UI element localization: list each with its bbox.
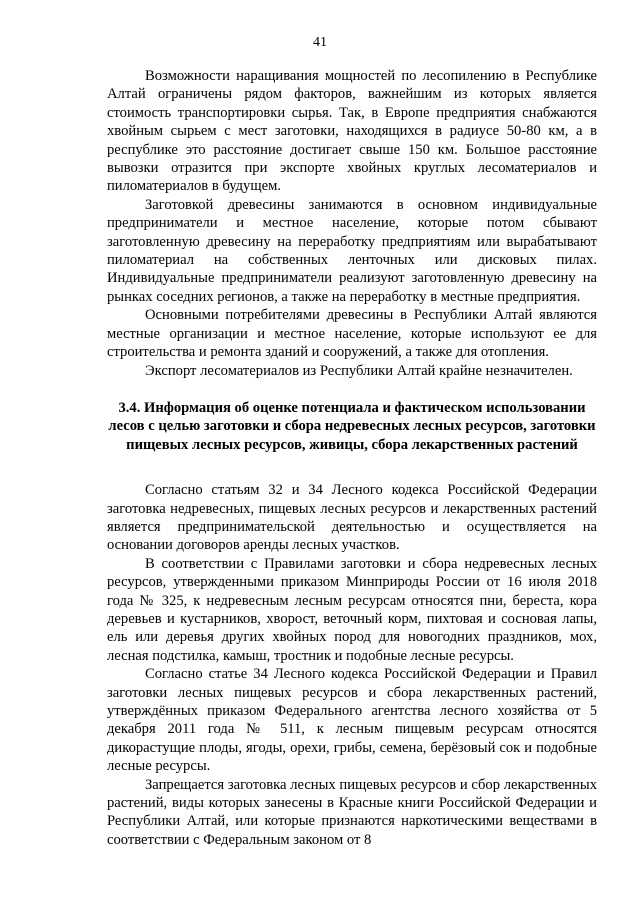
paragraph-food-resources: Согласно статье 34 Лесного кодекса Российской Федерации и Правил заготовки лесных пищевых ресурсов и сбора лекарственных растений, утверждённых приказом Федерального агентства лесного хозяйства от 5 декабря 2011 года № 511, к лесным пищевым ресурсам относятся дикорастущие плоды, ягоды, орехи, грибы, семена, берёзовый сок и подобные лесные ресурсы. <box>107 666 597 775</box>
paragraph-forest-code-articles: Согласно статьям 32 и 34 Лесного кодекса Российской Федерации заготовка недревесных, пищевых лесных ресурсов и лекарственных растений является предпринимательской деятельностью и осуществляется на основании договоров аренды лесных участков. <box>107 482 597 554</box>
paragraph-wood-consumers: Основными потребителями древесины в Республики Алтай являются местные организации и местное население, которые используют ее для строительства и ремонта зданий и сооружений, а также для отопления. <box>107 307 597 361</box>
paragraph-non-wood-resources: В соответствии с Правилами заготовки и сбора недревесных лесных ресурсов, утвержденными приказом Минприроды России от 16 июля 2018 года № 325, к недревесным лесным ресурсам относятся пни, береста, кора деревьев и кустарников, хворост, веточный корм, пихтовая и сосновая лапы, ель или деревья других хвойных пород для новогодних праздников, мох, лесная подстилка, камыш, тростник и подобные лесные ресурсы. <box>107 555 597 664</box>
paragraph-sawmill-capacity: Возможности наращивания мощностей по лесопилению в Республике Алтай ограничены рядом факторов, важнейшим из которых является стоимость транспортировки сырья. Так, в Европе предприятия снабжаются хвойным сырьем с мест заготовки, находящихся в радиусе 50-80 км, а в республике это расстояние достигает свыше 150 км. Большое расстояние вывозки отразится при экспорте хвойных круглых лесоматериалов и пиломатериалов в будущем. <box>107 68 597 195</box>
paragraph-prohibition: Запрещается заготовка лесных пищевых ресурсов и сбор лекарственных растений, виды которых занесены в Красные книги Российской Федерации и Республики Алтай, или которые признаются наркотическими веществами в соответствии с Федеральным законом от 8 <box>107 776 597 848</box>
page-number: 41 <box>313 35 327 50</box>
paragraph-timber-export: Экспорт лесоматериалов из Республики Алтай крайне незначителен. <box>145 362 573 379</box>
section-heading: 3.4. Информация об оценке потенциала и фактическом использовании лесов с целью заготовки и сбора недревесных лесных ресурсов, заготовки пищевых лесных ресурсов, живицы, сбора лекарственных растений <box>108 399 596 453</box>
paragraph-wood-harvesting: Заготовкой древесины занимаются в основном индивидуальные предприниматели и местное население, которые потом сбывают заготовленную древесину на переработку предприятиям или вырабатывают пиломатериал на собственных ленточных или дисковых пилах. Индивидуальные предприниматели реализуют заготовленную древесину на рынках соседних регионов, а также на переработку в местные предприятия. <box>107 196 597 305</box>
document-body <box>107 67 597 849</box>
